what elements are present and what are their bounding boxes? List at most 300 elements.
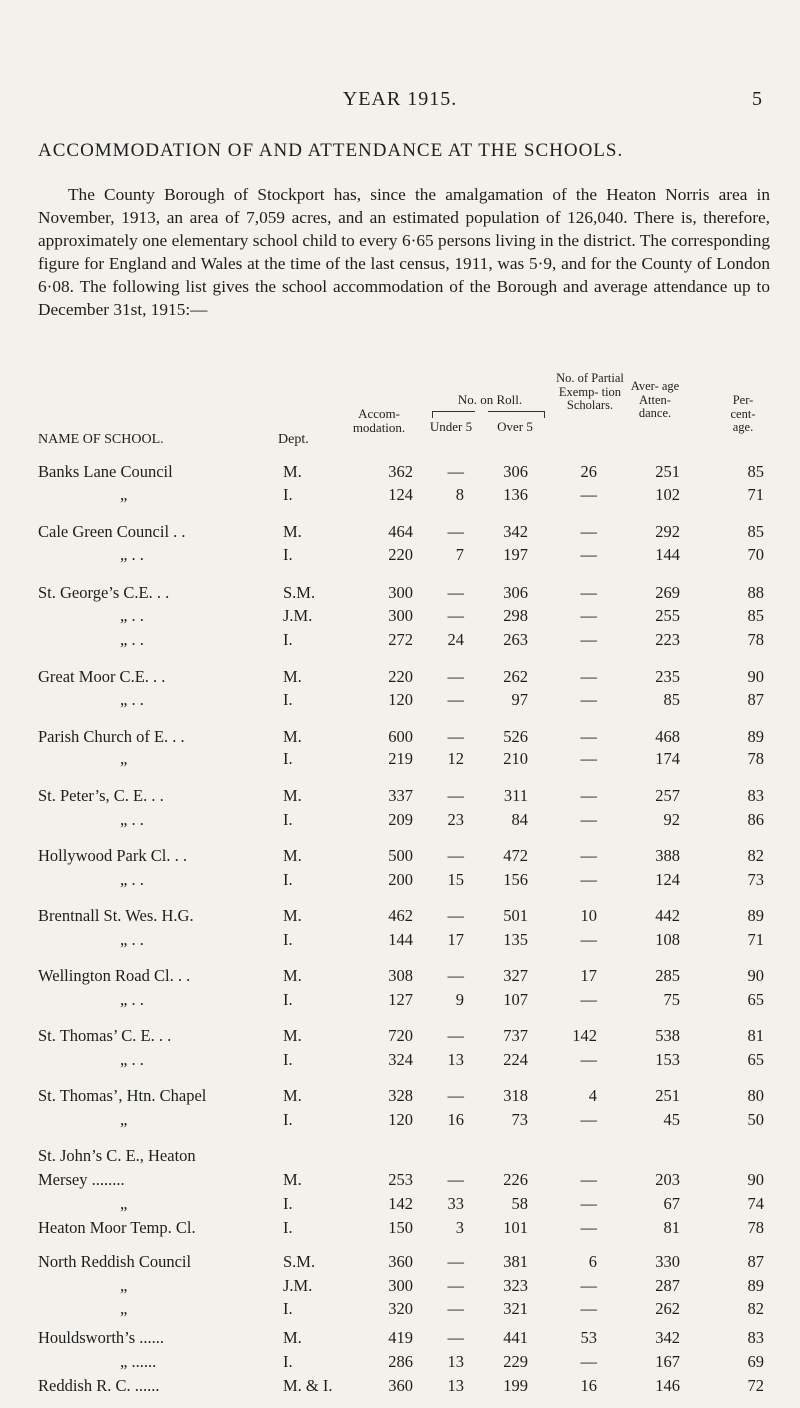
cell-name: Parish Church of E. . . [38, 727, 185, 746]
col-head-over5: Over 5 [497, 419, 533, 434]
cell-partial: — [580, 690, 597, 709]
table-row [0, 906, 800, 930]
cell-accom: 308 [388, 966, 413, 985]
cell-accom: 462 [388, 906, 413, 925]
cell-under5: — [447, 1086, 464, 1105]
cell-average: 342 [655, 1328, 680, 1347]
cell-under5: 17 [447, 930, 464, 949]
cell-name: „ [120, 749, 128, 768]
cell-over5: 472 [503, 846, 528, 865]
table-row [0, 1110, 800, 1134]
table-row [0, 870, 800, 894]
col-head-partial: No. of Partial Exemp- tion Scholars. [556, 371, 624, 412]
cell-over5: 84 [511, 810, 528, 829]
cell-over5: 501 [503, 906, 528, 925]
table-row [0, 545, 800, 569]
cell-over5: 135 [503, 930, 528, 949]
cell-percent: 89 [747, 1276, 764, 1295]
cell-partial: — [580, 846, 597, 865]
cell-dept: I. [283, 1050, 293, 1069]
col-head-percent: Per- cent- age. [730, 393, 756, 434]
cell-dept: I. [283, 1110, 293, 1129]
cell-average: 255 [655, 606, 680, 625]
intro-paragraph [38, 183, 770, 321]
cell-average: 251 [655, 1086, 680, 1105]
cell-accom: 300 [388, 1276, 413, 1295]
cell-name: St. Peter’s, C. E. . . [38, 786, 164, 805]
cell-percent: 87 [747, 690, 764, 709]
table-row [0, 1050, 800, 1074]
cell-name: „ . . [120, 606, 144, 625]
cell-dept: I. [283, 930, 293, 949]
cell-percent: 89 [747, 906, 764, 925]
cell-percent: 69 [747, 1352, 764, 1371]
cell-under5: 13 [447, 1050, 464, 1069]
cell-under5: 15 [447, 870, 464, 889]
cell-accom: 500 [388, 846, 413, 865]
cell-percent: 78 [747, 749, 764, 768]
cell-name: North Reddish Council [38, 1252, 192, 1271]
cell-percent: 87 [747, 1252, 764, 1271]
cell-over5: 226 [503, 1170, 528, 1189]
cell-over5: 224 [503, 1050, 528, 1069]
cell-percent: 89 [747, 727, 764, 746]
cell-accom: 200 [388, 870, 413, 889]
cell-average: 468 [655, 727, 680, 746]
cell-name: „ . . [120, 810, 144, 829]
cell-average: 92 [663, 810, 680, 829]
cell-over5: 318 [503, 1086, 528, 1105]
cell-dept: M. & I. [283, 1376, 333, 1395]
cell-percent: 65 [747, 990, 764, 1009]
table-row [0, 749, 800, 773]
cell-partial: — [580, 1050, 597, 1069]
cell-average: 144 [655, 545, 680, 564]
cell-partial: 4 [588, 1086, 597, 1105]
table-row [0, 930, 800, 954]
cell-percent: 90 [747, 667, 764, 686]
cell-partial: — [580, 810, 597, 829]
table-row [0, 1328, 800, 1352]
cell-accom: 272 [388, 630, 413, 649]
cell-over5: 381 [503, 1252, 528, 1271]
cell-average: 251 [655, 462, 680, 481]
cell-average: 235 [655, 667, 680, 686]
table-row [0, 1026, 800, 1050]
cell-over5: 156 [503, 870, 528, 889]
cell-dept: I. [283, 810, 293, 829]
cell-dept: M. [283, 966, 302, 985]
cell-partial: — [580, 870, 597, 889]
cell-partial: — [580, 786, 597, 805]
cell-accom: 328 [388, 1086, 413, 1105]
cell-partial: — [580, 1170, 597, 1189]
cell-under5: — [447, 1252, 464, 1271]
cell-accom: 324 [388, 1050, 413, 1069]
cell-over5: 73 [511, 1110, 528, 1129]
table-row [0, 1086, 800, 1110]
cell-partial: 142 [572, 1026, 597, 1045]
cell-dept: I. [283, 630, 293, 649]
cell-accom: 219 [388, 749, 413, 768]
cell-average: 292 [655, 522, 680, 541]
cell-over5: 327 [503, 966, 528, 985]
cell-over5: 263 [503, 630, 528, 649]
cell-accom: 127 [388, 990, 413, 1009]
cell-percent: 78 [747, 630, 764, 649]
cell-name: „ . . [120, 545, 144, 564]
cell-partial: — [580, 667, 597, 686]
cell-under5: — [447, 1328, 464, 1347]
cell-percent: 83 [747, 1328, 764, 1347]
cell-name: Mersey ........ [38, 1170, 125, 1189]
cell-accom: 300 [388, 606, 413, 625]
cell-over5: 58 [511, 1194, 528, 1213]
cell-name: Houldsworth’s ...... [38, 1328, 165, 1347]
cell-under5: — [447, 1299, 464, 1318]
table-row [0, 727, 800, 751]
table-row [0, 1276, 800, 1300]
cell-under5: — [447, 786, 464, 805]
cell-over5: 311 [503, 786, 528, 805]
table-row [0, 1170, 800, 1194]
cell-average: 153 [655, 1050, 680, 1069]
cell-accom: 300 [388, 583, 413, 602]
cell-name: Hollywood Park Cl. . . [38, 846, 187, 865]
cell-partial: — [580, 990, 597, 1009]
cell-under5: 16 [447, 1110, 464, 1129]
cell-name: St. John’s C. E., Heaton [38, 1146, 196, 1165]
table-row [0, 606, 800, 630]
cell-percent: 74 [747, 1194, 764, 1213]
cell-average: 269 [655, 583, 680, 602]
cell-average: 45 [663, 1110, 680, 1129]
cell-dept: I. [283, 749, 293, 768]
cell-average: 167 [655, 1352, 680, 1371]
cell-accom: 144 [388, 930, 413, 949]
cell-partial: — [580, 606, 597, 625]
col-head-dept: Dept. [278, 432, 309, 447]
cell-dept: J.M. [283, 1276, 313, 1295]
cell-percent: 72 [747, 1376, 764, 1395]
cell-dept: M. [283, 786, 302, 805]
cell-under5: — [447, 462, 464, 481]
cell-dept: M. [283, 1170, 302, 1189]
cell-partial: — [580, 522, 597, 541]
cell-partial: — [580, 1276, 597, 1295]
cell-percent: 80 [747, 1086, 764, 1105]
cell-percent: 82 [747, 1299, 764, 1318]
cell-average: 81 [663, 1218, 680, 1237]
cell-name: „ . . [120, 630, 144, 649]
cell-percent: 73 [747, 870, 764, 889]
cell-dept: I. [283, 1194, 293, 1213]
cell-name: Cale Green Council . . [38, 522, 186, 541]
cell-accom: 253 [388, 1170, 413, 1189]
table-row [0, 786, 800, 810]
cell-over5: 229 [503, 1352, 528, 1371]
table-row [0, 522, 800, 546]
col-head-roll: No. on Roll. [457, 392, 523, 407]
page-header [0, 88, 800, 118]
cell-percent: 50 [747, 1110, 764, 1129]
cell-average: 388 [655, 846, 680, 865]
cell-dept: J.M. [283, 606, 313, 625]
intro-text: The County Borough of Stockport has, since the amalgamation of the Heaton Norris area in November, 1913, an area of 7,059 acres, and an estimated population of 126,040. There is, therefore, approximately one elementary school child to every 6·65 persons living in the district. The corresponding figure for England and Wales at the time of the last census, 1911, was 5·9, and for the County of London 6·08. The following list gives the school accommodation of the Borough and average attendance up to December 31st, 1915:— [38, 185, 770, 319]
cell-percent: 90 [747, 966, 764, 985]
cell-name: „ [120, 1194, 128, 1213]
cell-accom: 142 [388, 1194, 413, 1213]
cell-under5: 12 [447, 749, 464, 768]
cell-average: 285 [655, 966, 680, 985]
cell-under5: 8 [455, 485, 464, 504]
cell-average: 146 [655, 1376, 680, 1395]
cell-average: 203 [655, 1170, 680, 1189]
cell-partial: 26 [580, 462, 597, 481]
table-row [0, 462, 800, 486]
cell-partial: — [580, 1110, 597, 1129]
cell-name: „ . . [120, 1050, 144, 1069]
cell-dept: M. [283, 1328, 302, 1347]
table-row [0, 1194, 800, 1218]
cell-dept: I. [283, 545, 293, 564]
cell-average: 124 [655, 870, 680, 889]
cell-under5: — [447, 727, 464, 746]
cell-under5: 3 [455, 1218, 464, 1237]
table-row [0, 810, 800, 834]
cell-over5: 298 [503, 606, 528, 625]
cell-under5: 23 [447, 810, 464, 829]
table-row [0, 1299, 800, 1323]
cell-dept: I. [283, 1299, 293, 1318]
cell-dept: I. [283, 870, 293, 889]
table-row [0, 583, 800, 607]
cell-percent: 86 [747, 810, 764, 829]
cell-over5: 441 [503, 1328, 528, 1347]
cell-partial: 16 [580, 1376, 597, 1395]
cell-partial: 10 [580, 906, 597, 925]
cell-name: „ [120, 1110, 128, 1129]
table-row [0, 1146, 800, 1170]
cell-accom: 124 [388, 485, 413, 504]
cell-partial: — [580, 545, 597, 564]
col-head-average: Aver- age Atten- dance. [630, 379, 680, 420]
cell-percent: 85 [747, 462, 764, 481]
cell-dept: M. [283, 667, 302, 686]
cell-name: Reddish R. C. ...... [38, 1376, 160, 1395]
cell-average: 102 [655, 485, 680, 504]
cell-percent: 71 [747, 485, 764, 504]
cell-average: 85 [663, 690, 680, 709]
cell-over5: 197 [503, 545, 528, 564]
cell-over5: 107 [503, 990, 528, 1009]
cell-accom: 120 [388, 690, 413, 709]
cell-over5: 97 [511, 690, 528, 709]
cell-accom: 220 [388, 667, 413, 686]
table-row [0, 1352, 800, 1376]
cell-accom: 362 [388, 462, 413, 481]
cell-under5: — [447, 1170, 464, 1189]
cell-percent: 85 [747, 522, 764, 541]
cell-dept: M. [283, 1086, 302, 1105]
cell-accom: 464 [388, 522, 413, 541]
cell-average: 223 [655, 630, 680, 649]
cell-over5: 526 [503, 727, 528, 746]
cell-name: Banks Lane Council [38, 462, 173, 481]
cell-accom: 337 [388, 786, 413, 805]
cell-name: St. George’s C.E. . . [38, 583, 170, 602]
cell-average: 67 [663, 1194, 680, 1213]
cell-accom: 720 [388, 1026, 413, 1045]
cell-under5: — [447, 522, 464, 541]
cell-partial: — [580, 727, 597, 746]
cell-dept: M. [283, 462, 302, 481]
cell-dept: M. [283, 846, 302, 865]
table-row [0, 630, 800, 654]
cell-name: Brentnall St. Wes. H.G. [38, 906, 194, 925]
cell-dept: I. [283, 1352, 293, 1371]
cell-percent: 83 [747, 786, 764, 805]
cell-accom: 209 [388, 810, 413, 829]
cell-average: 442 [655, 906, 680, 925]
cell-name: „ [120, 485, 128, 504]
col-head-accom: Accom- modation. [352, 406, 406, 435]
cell-accom: 360 [388, 1252, 413, 1271]
cell-partial: — [580, 583, 597, 602]
cell-over5: 101 [503, 1218, 528, 1237]
cell-under5: — [447, 690, 464, 709]
cell-average: 174 [655, 749, 680, 768]
table-row [0, 990, 800, 1014]
cell-partial: — [580, 1218, 597, 1237]
cell-average: 262 [655, 1299, 680, 1318]
cell-average: 538 [655, 1026, 680, 1045]
cell-percent: 78 [747, 1218, 764, 1237]
cell-name: „ . . [120, 870, 144, 889]
cell-under5: 13 [447, 1376, 464, 1395]
cell-percent: 70 [747, 545, 764, 564]
cell-over5: 262 [503, 667, 528, 686]
cell-name: „ ...... [120, 1352, 157, 1371]
cell-under5: 9 [455, 990, 464, 1009]
cell-under5: 33 [447, 1194, 464, 1213]
cell-under5: — [447, 846, 464, 865]
cell-accom: 150 [388, 1218, 413, 1237]
cell-under5: — [447, 1026, 464, 1045]
cell-dept: I. [283, 690, 293, 709]
cell-percent: 88 [747, 583, 764, 602]
cell-partial: 6 [588, 1252, 597, 1271]
cell-dept: I. [283, 990, 293, 1009]
cell-percent: 71 [747, 930, 764, 949]
table-row [0, 485, 800, 509]
cell-accom: 360 [388, 1376, 413, 1395]
cell-under5: — [447, 1276, 464, 1295]
cell-under5: — [447, 906, 464, 925]
cell-under5: — [447, 667, 464, 686]
table-row [0, 846, 800, 870]
cell-average: 257 [655, 786, 680, 805]
cell-average: 330 [655, 1252, 680, 1271]
cell-accom: 220 [388, 545, 413, 564]
cell-over5: 210 [503, 749, 528, 768]
cell-name: St. Thomas’ C. E. . . [38, 1026, 172, 1045]
cell-over5: 306 [503, 583, 528, 602]
cell-over5: 737 [503, 1026, 528, 1045]
cell-dept: I. [283, 485, 293, 504]
cell-dept: S.M. [283, 1252, 316, 1271]
cell-dept: I. [283, 1218, 293, 1237]
cell-accom: 286 [388, 1352, 413, 1371]
cell-name: „ . . [120, 930, 144, 949]
cell-accom: 120 [388, 1110, 413, 1129]
cell-under5: 24 [447, 630, 464, 649]
cell-over5: 321 [503, 1299, 528, 1318]
table-row [0, 667, 800, 691]
cell-name: „ [120, 1276, 128, 1295]
cell-under5: — [447, 966, 464, 985]
cell-name: Great Moor C.E. . . [38, 667, 166, 686]
cell-name: Heaton Moor Temp. Cl. [38, 1218, 196, 1237]
cell-under5: — [447, 583, 464, 602]
roll-brace-left [432, 411, 475, 418]
table-row [0, 966, 800, 990]
cell-partial: — [580, 485, 597, 504]
cell-under5: 7 [455, 545, 464, 564]
cell-percent: 82 [747, 846, 764, 865]
cell-partial: — [580, 1194, 597, 1213]
col-head-under5: Under 5 [429, 419, 473, 434]
cell-over5: 323 [503, 1276, 528, 1295]
table-row [0, 1376, 800, 1400]
cell-name: „ [120, 1299, 128, 1318]
cell-partial: — [580, 1352, 597, 1371]
cell-percent: 85 [747, 606, 764, 625]
col-head-name: NAME OF SCHOOL. [38, 432, 164, 447]
cell-partial: — [580, 930, 597, 949]
cell-over5: 306 [503, 462, 528, 481]
cell-dept: M. [283, 1026, 302, 1045]
running-title: YEAR 1915. [342, 88, 458, 110]
cell-average: 75 [663, 990, 680, 1009]
cell-percent: 81 [747, 1026, 764, 1045]
table-row [0, 1218, 800, 1242]
cell-name: St. Thomas’, Htn. Chapel [38, 1086, 207, 1105]
cell-dept: M. [283, 727, 302, 746]
cell-partial: — [580, 630, 597, 649]
cell-partial: 53 [580, 1328, 597, 1347]
cell-dept: M. [283, 522, 302, 541]
table-row [0, 1252, 800, 1276]
cell-accom: 320 [388, 1299, 413, 1318]
cell-accom: 600 [388, 727, 413, 746]
cell-partial: — [580, 749, 597, 768]
section-title: ACCOMMODATION OF AND ATTENDANCE AT THE SCHOOLS. [38, 140, 624, 161]
cell-under5: — [447, 606, 464, 625]
roll-brace-right [488, 411, 545, 418]
cell-name: Wellington Road Cl. . . [38, 966, 191, 985]
cell-partial: 17 [580, 966, 597, 985]
cell-under5: 13 [447, 1352, 464, 1371]
cell-dept: S.M. [283, 583, 316, 602]
cell-accom: 419 [388, 1328, 413, 1347]
cell-average: 287 [655, 1276, 680, 1295]
cell-over5: 199 [503, 1376, 528, 1395]
cell-name: „ . . [120, 690, 144, 709]
cell-partial: — [580, 1299, 597, 1318]
cell-percent: 90 [747, 1170, 764, 1189]
page-number: 5 [752, 88, 762, 110]
